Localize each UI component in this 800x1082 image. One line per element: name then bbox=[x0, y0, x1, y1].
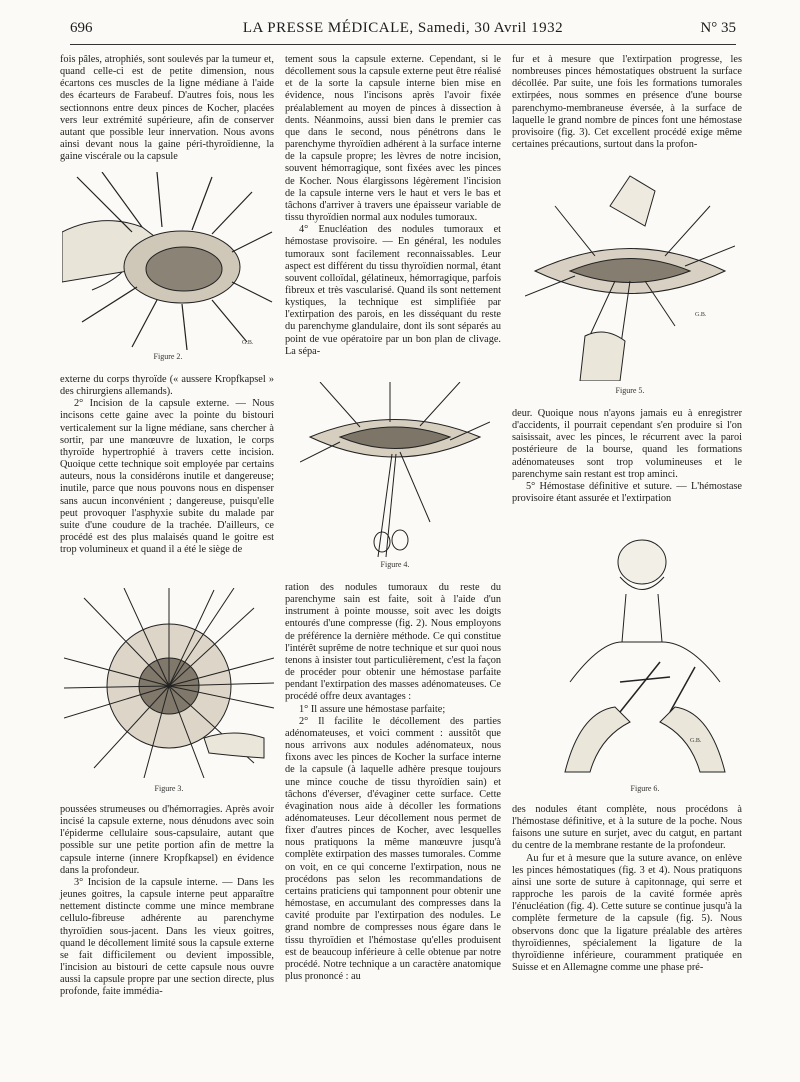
svg-text:G.B.: G.B. bbox=[695, 312, 707, 318]
figure-5 bbox=[525, 166, 735, 381]
paragraph: deur. Quoique nous n'ayons jamais eu à enregistrer d'accidents, il pourrait cependant s'en produire si l'on saisissait, avec les pinces, le récurrent avec la paroi postérieure de la bourse, quand les formations adénomateuses sont trop volumineuses et le parenchyme sain restant est trop aminci. bbox=[512, 408, 742, 480]
paragraph: externe du corps thyroïde (« aussere Kropfkapsel » des chirurgiens allemands). bbox=[60, 374, 274, 398]
paragraph: ration des nodules tumoraux du reste du parenchyme sain est faite, soit à l'aide d'un instrument à pointe mousse, soit avec les doigts entourés d'une compresse (fig. 2). Nous employons de préférence la dernière méthode. Ce qui constitue l'intérêt suprême de notre technique et sur quoi nous tenons à insister tout particulièrement, c'est la façon de procéder pour obtenir une hémostase parfaite pendant l'extirpation des masses adénomateuses. Ce procédé offre deux avantages : bbox=[285, 582, 501, 703]
list-item: 2° Il facilite le décollement des parties adénomateuses, et voici comment : aussitôt que nous arrivons aux nodules adénomateux, nous fixons avec les pinces de Kocher la surface interne de la capsule (à laquelle adhère presque toujours une mince couche de tissu thyroïdien sain) et tâchons d'éverser, d'évaginer cette surface. Cette évagination nous aide à décoller les formations adénomateuses. Leur décollement nous permet de fixer d'autres pinces de Kocher, avec lesquelles nous pratiquons la même manœuvre jusqu'à complète extirpation des masses tumorales. Comme on voit, en ce qui concerne l'extirpation, nous ne procédons pas selon les recommandations de certains praticiens qui tamponnent pour obtenir une hémostase, en accumulant des compresses dans la cavité produite par l'extirpation des nodules. Le grand nombre de compresses nous égare dans le tissu thyroïdien et l'hémostase qu'elles produisent est de beaucoup inférieure à celle obtenue par notre procédé. Notre technique a un caractère anatomique plus prononcé : au bbox=[285, 715, 501, 982]
svg-text:G.B.: G.B. bbox=[690, 738, 702, 744]
figure-5-caption: Figure 5. bbox=[615, 386, 645, 395]
list-item: 1° Il assure une hémostase parfaite; bbox=[299, 703, 446, 715]
paragraph: 2° Incision de la capsule externe. — Nous incisons cette gaine avec la pointe du bistouri verticalement sur la ligne médiane, sans chercher à sortir, par une manœuvre de luxation, le corps thyroïde hypertrophié à travers cette incision. Quoique cette technique soit employée par certains auteurs, nous la considérons inutile et dangereuse; inutile, parce que nous pouvons nous en dispenser sans aucun inconvénient ; dangereuse, puisqu'elle peut provoquer l'asphyxie subite du malade par suite d'une coudure de la trachée. D'ailleurs, ce procédé est des plus malaisés quand le goitre est trop volumineux et quand il a été le siège de bbox=[60, 398, 274, 556]
issue-number: N° 35 bbox=[700, 20, 736, 36]
header-rule bbox=[70, 44, 736, 45]
page-header bbox=[70, 20, 736, 42]
paragraph: 4° Enucléation des nodules tumoraux et hémostase provisoire. — En général, les nodules tumoraux sont facilement reconnaissables. Leur aspect est différent du tissu thyroïdien normal, étant souvent colloïdal, gélatineux, hémorragique, parfois fibreux et très vascularisé. Quand ils sont nettement kystiques, la technique est simplifiée par l'extirpation des parois, en les disséquant du reste du parenchyme glandulaire, dont ils sont séparés au point de vue opératoire par un bon plan de clivage. La sépa- bbox=[285, 224, 501, 357]
paragraph: fois pâles, atrophiés, sont soulevés par la tumeur et, quand celle-ci est de petite dimension, nous écartons ces muscles de la ligne médiane à l'aide des écarteurs de Farabeuf. D'autres fois, nous les sectionnons entre deux pinces de Kocher, placées vers leur extrémité supérieure, afin de conserver autant que possible leur innervation. Nous avons ainsi devant nous la gaine péri-thyroïdienne, la gaine viscérale ou la capsule bbox=[60, 54, 274, 163]
svg-text:G.B.: G.B. bbox=[242, 340, 254, 346]
paragraph: 3° Incision de la capsule interne. — Dans les jeunes goitres, la capsule interne peut apparaître nettement distincte comme une mince membrane cellulo-fibreuse adhérente au parenchyme thyroïdien sous-jacent. Dans les vieux goitres, quand le décollement limité sous la capsule externe se fait difficilement ou devient impossible, l'incision au bistouri de cette capsule nous ouvre aussi la capsule propre par une section directe, plus profonde, faite immédia- bbox=[60, 876, 274, 998]
col3-text-mid bbox=[512, 408, 742, 505]
col1-text-mid bbox=[60, 374, 274, 556]
figure-2 bbox=[62, 172, 274, 350]
page-number: 696 bbox=[70, 20, 93, 36]
col2-text-bottom bbox=[285, 582, 501, 983]
paragraph: tement sous la capsule externe. Cependant, si le décollement sous la capsule externe peut être réalisé et de la sorte la capsule interne bien mise en évidence, nous l'incisons après l'avoir fixée préalablement au moyen de pinces à dissection à dents. Néanmoins, aussi bien dans le premier cas que dans le second, nous pénétrons dans le parenchyme thyroïdien adhérent à la surface interne de la capsule propre; les lèvres de notre incision, souvent hémorragique, sont fixées avec les pinces de Kocher. Nous élargissons légèrement l'incision de la capsule interne vers le haut et vers le bas et tâchons d'arriver à travers une épaisseur variable de tissu thyroïdien normal aux nodules tumoraux. bbox=[285, 54, 501, 224]
figure-4 bbox=[300, 382, 490, 557]
col3-text-bottom bbox=[512, 804, 742, 974]
col1-text-bottom bbox=[60, 804, 274, 999]
col1-text-top bbox=[60, 54, 274, 163]
paragraph: Au fur et à mesure que la suture avance, on enlève les pinces hémostatiques (fig. 3 et 4). Nous pratiquons ainsi une sorte de suture à capitonnage, qui serre et rapproche les parois de la cavité formée après l'énucléation (fig. 4). Cette suture se continue jusqu'à la complète fermeture de la capsule (fig. 5). Nous observons donc que la ligature préalable des artères thyroïdiennes, spécialement la ligature de la thyroïdienne inférieure, couramment pratiquée en Suisse et en Allemagne comme une phase pré- bbox=[512, 852, 742, 974]
figure-2-caption: Figure 2. bbox=[153, 352, 183, 361]
journal-title: LA PRESSE MÉDICALE, Samedi, 30 Avril 1932 bbox=[242, 20, 564, 36]
col3-text-top bbox=[512, 54, 742, 151]
figure-4-caption: Figure 4. bbox=[380, 560, 410, 569]
paragraph: fur et à mesure que l'extirpation progresse, les nombreuses pinces hémostatiques obstruent la surface décollée. Par suite, une fois les formations tumorales extirpées, nous sommes en présence d'une bourse parenchymo-membraneuse éversée, à la surface de laquelle le grand nombre de pinces font une hémostase provisoire (fig. 3). Cet excellent procédé exige même certaines précautions, surtout dans la profon- bbox=[512, 54, 742, 151]
paragraph: poussées strumeuses ou d'hémorragies. Après avoir incisé la capsule externe, nous dénudons avec soin l'épiderme cellulaire sous-capsulaire, autant que possible sur une petite portion afin de mettre la capsule interne (innere Kropfkapsel) en évidence dans la profondeur. bbox=[60, 804, 274, 876]
figure-3 bbox=[64, 588, 274, 778]
paragraph: des nodules étant complète, nous procédons à l'hémostase définitive, et à la suture de la poche. Nous faisons une suture en surjet, avec du catgut, en partant du centre de la membrane restante de la profondeur. bbox=[512, 804, 742, 852]
col2-text-top bbox=[285, 54, 501, 358]
figure-3-caption: Figure 3. bbox=[154, 784, 184, 793]
paragraph: 5° Hémostase définitive et suture. — L'hémostase provisoire étant assurée et l'extirpation bbox=[512, 480, 742, 505]
figure-6-caption: Figure 6. bbox=[630, 784, 660, 793]
figure-6 bbox=[560, 532, 730, 777]
